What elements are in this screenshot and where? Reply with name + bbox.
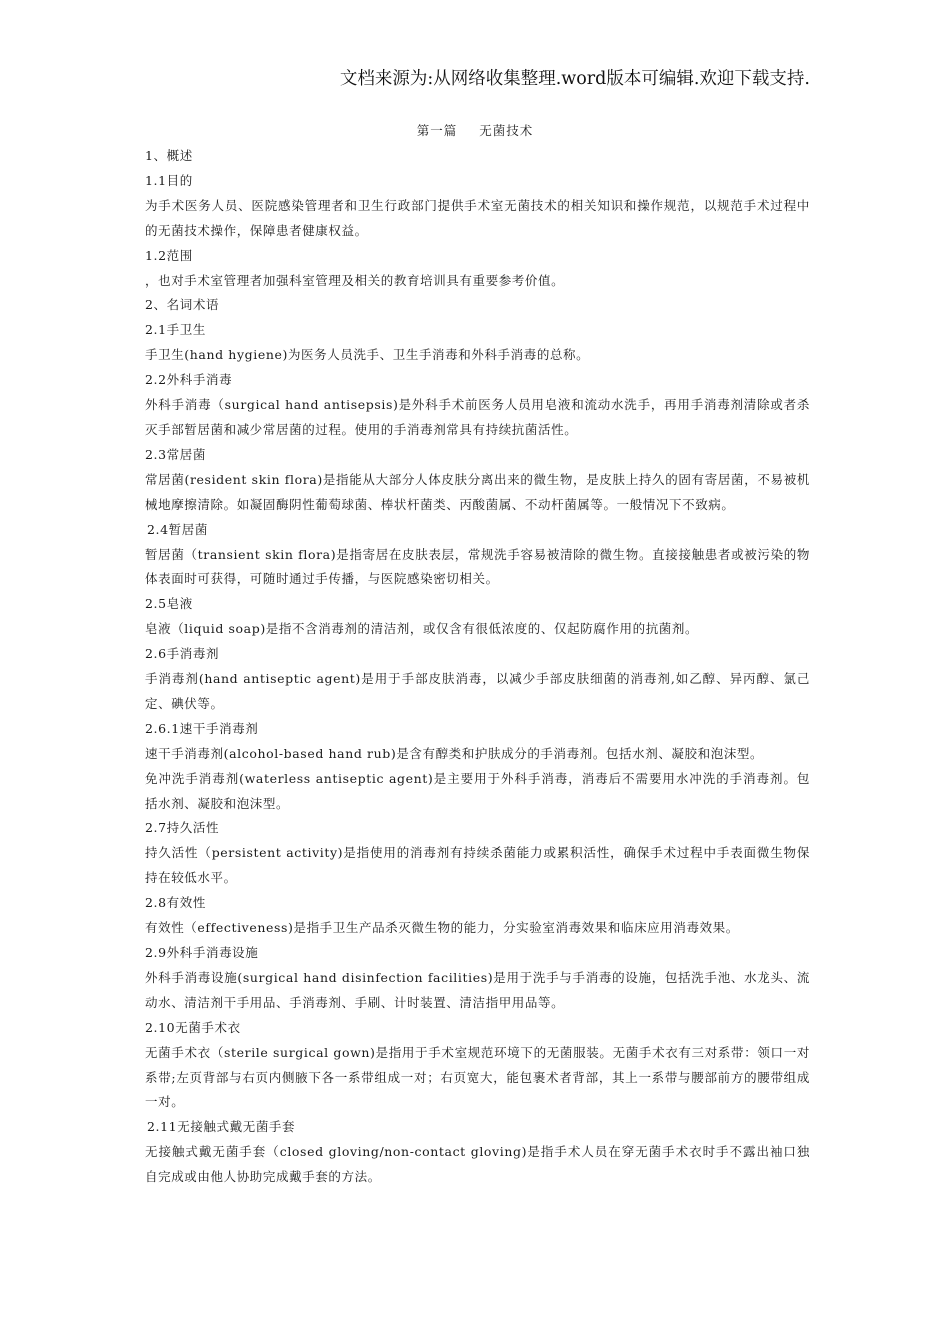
paragraph: 暂居菌（transient skin flora)是指寄居在皮肤表层，常规洗手容易被清除的微生物。直接接触患者或被污染的物体表面时可获得，可随时通过手传播，与医院感染密切相关。: [145, 546, 810, 587]
paragraph: 有效性（effectiveness)是指手卫生产品杀灭微生物的能力，分实验室消毒效果和临床应用消毒效果。: [145, 920, 739, 936]
title-part: 第一篇: [416, 123, 458, 138]
paragraph: 免冲洗手消毒剂(waterless antiseptic agent)是主要用于外科手消毒，消毒后不需要用水冲洗的手消毒剂。包括水剂、凝胶和泡沫型。: [145, 770, 810, 811]
paragraph: 外科手消毒设施(surgical hand disinfection facilities)是用于洗手与手消毒的设施，包括洗手池、水龙头、流动水、清洁剂干手用品、手消毒剂、手刷、计时装置、清洁指甲用品等。: [145, 969, 810, 1010]
paragraph: 皂液（liquid soap)是指不含消毒剂的清洁剂，或仅含有很低浓度的、仅起防腐作用的抗菌剂。: [145, 621, 699, 637]
paragraph: 外科手消毒（surgical hand antisepsis)是外科手术前医务人员用皂液和流动水洗手，再用手消毒剂清除或者杀灭手部暂居菌和减少常居菌的过程。使用的手消毒剂常具有持续抗菌活性。: [145, 397, 810, 437]
paragraph: ，也对手术室管理者加强科室管理及相关的教育培训具有重要参考价值。: [145, 272, 565, 288]
paragraph: 速干手消毒剂(alcohol-based hand rub)是含有醇类和护肤成分的手消毒剂。包括水剂、凝胶和泡沫型。: [145, 745, 764, 761]
subsection-heading: 2.3常居菌: [145, 446, 206, 462]
subsection-heading: 2.5皂液: [145, 596, 193, 612]
paragraph: 手消毒剂(hand antiseptic agent)是用于手部皮肤消毒，以减少手部皮肤细菌的消毒剂,如乙醇、异丙醇、氯己定、碘伏等。: [145, 671, 810, 711]
subsection-heading: 2.8有效性: [145, 895, 206, 911]
subsection-heading: 2.10无菌手术衣: [145, 1019, 241, 1035]
document-title: [0, 121, 950, 141]
paragraph: 持久活性（persistent activity)是指使用的消毒剂有持续杀菌能力或累积活性，确保手术过程中手表面微生物保持在较低水平。: [145, 845, 810, 886]
subsection-heading: 2.4暂居菌: [147, 521, 208, 537]
subsection-heading: 1.2范围: [145, 247, 193, 263]
subsection-heading: 2.6.1速干手消毒剂: [145, 720, 259, 736]
paragraph: 无接触式戴无菌手套（closed gloving/non-contact gloving)是指手术人员在穿无菌手术衣时手不露出袖口独自完成或由他人协助完成戴手套的方法。: [145, 1144, 810, 1185]
paragraph: 常居菌(resident skin flora)是指能从大部分人体皮肤分离出来的微生物，是皮肤上持久的固有寄居菌，不易被机械地摩擦清除。如凝固酶阴性葡萄球菌、棒状杆菌类、丙酸菌属、不动杆菌属等。一般情况下不致病。: [145, 471, 810, 512]
source-note-header: 文档来源为:从网络收集整理.word版本可编辑.欢迎下载支持.: [339, 69, 810, 89]
paragraph: 无菌手术衣（sterile surgical gown)是指用于手术室规范环境下的无菌服装。无菌手术衣有三对系带：领口一对系带;左页背部与右页内侧腋下各一系带组成一对；右页宽大，能包裹术者背部，其上一系带与腰部前方的腰带组成一对。: [145, 1044, 810, 1110]
title-name: 无菌技术: [479, 123, 534, 138]
subsection-heading: 1.1目的: [145, 172, 193, 188]
subsection-heading: 2.1手卫生: [145, 322, 206, 338]
paragraph: 手卫生(hand hygiene)为医务人员洗手、卫生手消毒和外科手消毒的总称。: [145, 347, 590, 363]
subsection-heading: 2.9外科手消毒设施: [145, 945, 259, 960]
section-heading: 2、名词术语: [145, 297, 220, 313]
document-body: [145, 144, 810, 1190]
subsection-heading: 2.7持久活性: [145, 820, 220, 836]
subsection-heading: 2.11无接触式戴无菌手套: [147, 1119, 296, 1135]
section-heading: 1、概述: [145, 148, 193, 163]
paragraph: 为手术医务人员、医院感染管理者和卫生行政部门提供手术室无菌技术的相关知识和操作规范，以规范手术过程中的无菌技术操作，保障患者健康权益。: [145, 197, 810, 238]
subsection-heading: 2.2外科手消毒: [145, 372, 233, 388]
subsection-heading: 2.6手消毒剂: [145, 646, 220, 662]
